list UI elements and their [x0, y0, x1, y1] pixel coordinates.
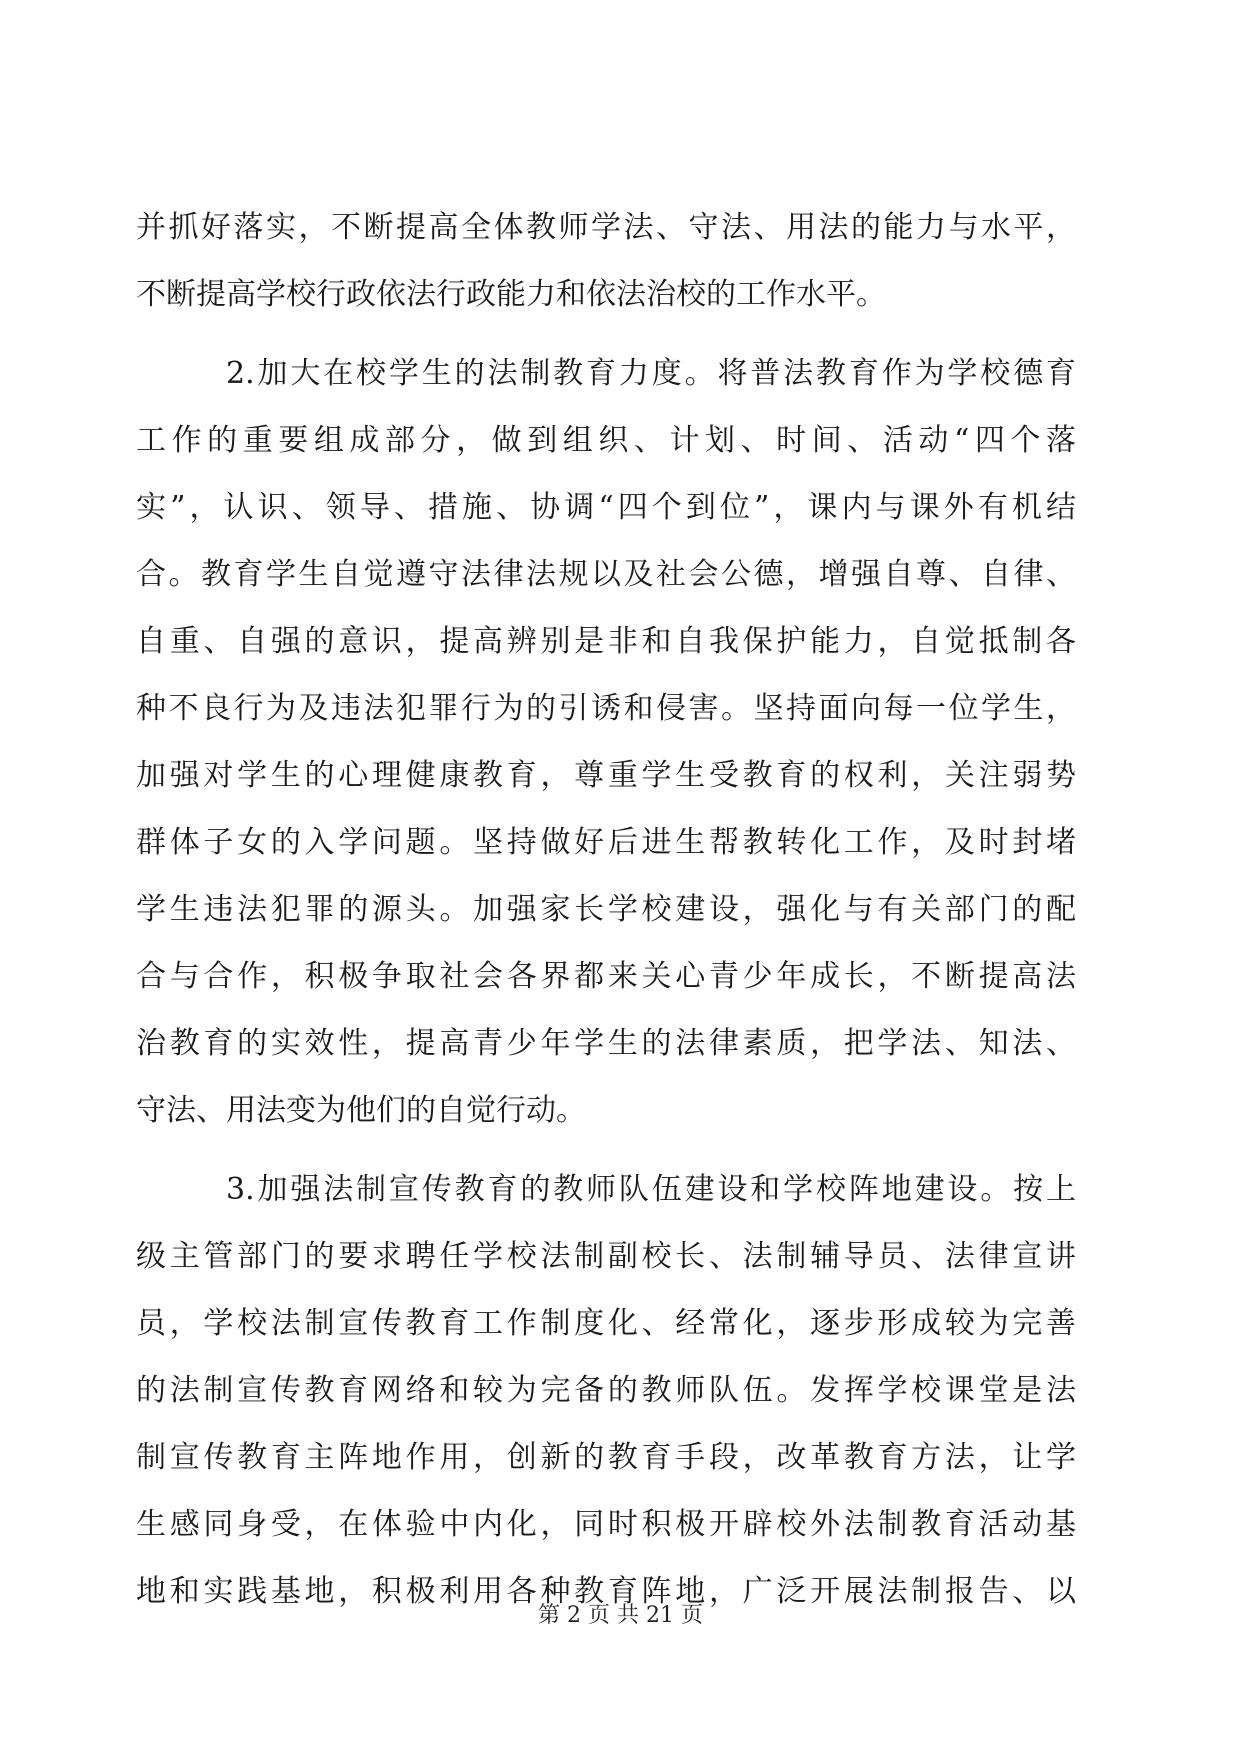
text-line: 群体子女的入学问题。坚持做好后进生帮教转化工作，及时封堵	[136, 825, 1076, 860]
text-line: 合与合作，积极争取社会各界都来关心青少年成长，不断提高法	[136, 959, 1076, 994]
text-line: 制宣传教育主阵地作用，创新的教育手段，改革教育方法，让学	[136, 1440, 1076, 1475]
page-footer: 第 2 页 共 21 页	[538, 1603, 703, 1628]
text-line: 员，学校法制宣传教育工作制度化、经常化，逐步形成较为完善	[136, 1306, 1076, 1341]
text-line: 学生违法犯罪的源头。加强家长学校建设，强化与有关部门的配	[136, 892, 1076, 927]
text-line: 工作的重要组成部分，做到组织、计划、时间、活动“四个落	[136, 423, 1076, 458]
text-line: 级主管部门的要求聘任学校法制副校长、法制辅导员、法律宣讲	[136, 1239, 1076, 1274]
text-line: 的法制宣传教育网络和较为完备的教师队伍。发挥学校课堂是法	[136, 1373, 1076, 1408]
paragraph-start-line: 2.加大在校学生的法制教育力度。将普法教育作为学校德育	[226, 356, 1076, 391]
text-line: 加强对学生的心理健康教育，尊重学生受教育的权利，关注弱势	[136, 758, 1076, 793]
text-line: 治教育的实效性，提高青少年学生的法律素质，把学法、知法、	[136, 1026, 1076, 1061]
text-line: 并抓好落实，不断提高全体教师学法、守法、用法的能力与水平，	[136, 210, 1076, 245]
text-line: 种不良行为及违法犯罪行为的引诱和侵害。坚持面向每一位学生，	[136, 691, 1076, 726]
text-line: 地和实践基地，积极利用各种教育阵地，广泛开展法制报告、以	[136, 1574, 1076, 1609]
text-line: 自重、自强的意识，提高辨别是非和自我保护能力，自觉抵制各	[136, 624, 1076, 659]
text-line: 实”，认识、领导、措施、协调“四个到位”，课内与课外有机结	[136, 490, 1076, 525]
text-line: 不断提高学校行政依法行政能力和依法治校的工作水平。	[136, 277, 886, 312]
text-line: 守法、用法变为他们的自觉行动。	[136, 1093, 586, 1128]
text-line: 合。教育学生自觉遵守法律法规以及社会公德，增强自尊、自律、	[136, 557, 1076, 592]
paragraph-start-line: 3.加强法制宣传教育的教师队伍建设和学校阵地建设。按上	[226, 1172, 1076, 1207]
text-line: 生感同身受，在体验中内化，同时积极开辟校外法制教育活动基	[136, 1507, 1076, 1542]
